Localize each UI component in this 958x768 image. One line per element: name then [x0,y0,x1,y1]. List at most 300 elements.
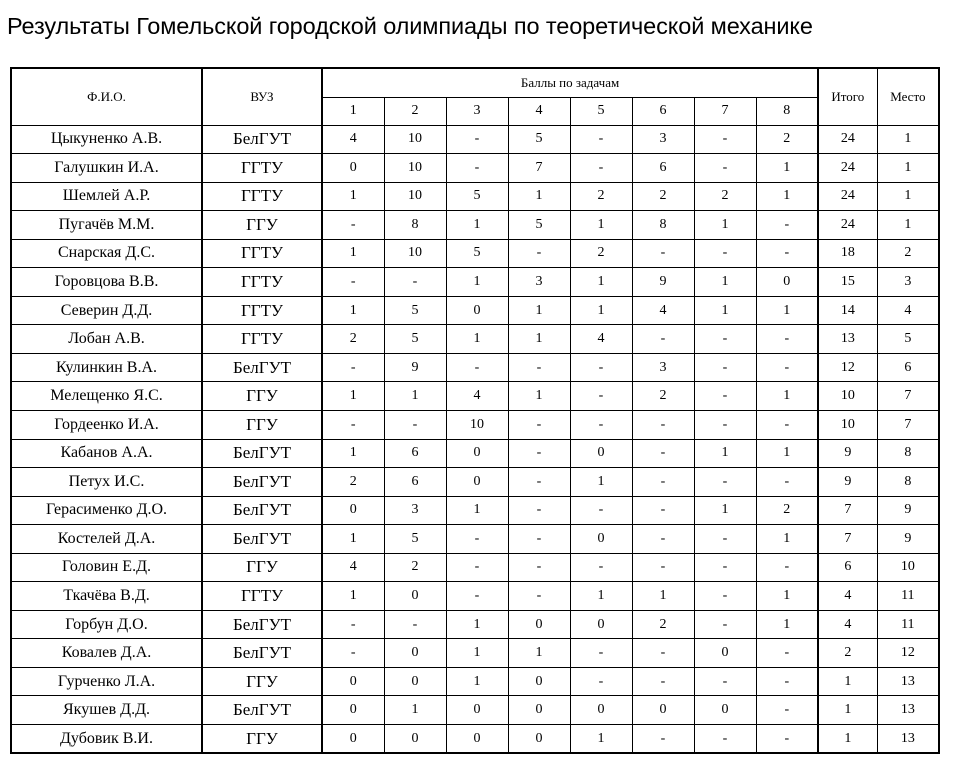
task-score-5: 2 [570,239,632,268]
results-table [10,67,940,754]
task-score-5: 1 [570,296,632,325]
participant-university: ГГТУ [202,296,322,325]
total-score: 18 [818,239,877,268]
task-score-7: - [694,239,756,268]
table-row [11,468,939,497]
task-score-8: 0 [756,268,818,297]
participant-university: ГГУ [202,211,322,240]
table-row [11,296,939,325]
task-score-1: - [322,410,384,439]
total-score: 13 [818,325,877,354]
task-score-7: - [694,125,756,154]
participant-name: Цыкуненко А.В. [11,125,202,154]
task-score-6: 2 [632,382,694,411]
participant-university: БелГУТ [202,610,322,639]
task-score-5: - [570,496,632,525]
task-score-8: - [756,468,818,497]
participant-name: Кулинкин В.А. [11,353,202,382]
total-score: 1 [818,696,877,725]
participant-name: Герасименко Д.О. [11,496,202,525]
task-score-3: 0 [446,696,508,725]
task-score-8: 1 [756,439,818,468]
participant-university: ГГТУ [202,182,322,211]
place: 10 [877,553,939,582]
task-score-4: 1 [508,639,570,668]
task-score-2: 9 [384,353,446,382]
participant-name: Кабанов А.А. [11,439,202,468]
task-score-5: - [570,382,632,411]
table-header [11,68,939,125]
task-score-2: 10 [384,239,446,268]
participant-university: ГГТУ [202,325,322,354]
task-score-3: 0 [446,724,508,753]
participant-university: ГГТУ [202,582,322,611]
page-title: Результаты Гомельской городской олимпиады по теоретической механике [7,13,813,39]
task-score-6: 9 [632,268,694,297]
total-score: 24 [818,182,877,211]
total-score: 24 [818,211,877,240]
task-score-7: - [694,325,756,354]
task-score-4: - [508,410,570,439]
place: 13 [877,724,939,753]
task-score-6: - [632,667,694,696]
task-score-1: 0 [322,496,384,525]
task-score-5: 2 [570,182,632,211]
place: 1 [877,211,939,240]
table-row [11,268,939,297]
total-score: 1 [818,724,877,753]
total-score: 14 [818,296,877,325]
task-score-6: 3 [632,353,694,382]
task-score-5: 1 [570,211,632,240]
task-score-5: 1 [570,582,632,611]
table-body [11,125,939,753]
participant-name: Лобан А.В. [11,325,202,354]
task-score-8: 1 [756,610,818,639]
task-score-7: 1 [694,439,756,468]
task-score-8: - [756,553,818,582]
task-score-7: - [694,667,756,696]
table-row [11,325,939,354]
task-score-1: - [322,610,384,639]
task-score-6: - [632,525,694,554]
task-score-2: 0 [384,582,446,611]
task-score-8: - [756,724,818,753]
table-row [11,610,939,639]
header-task-6: 6 [632,97,694,125]
place: 7 [877,410,939,439]
participant-university: БелГУТ [202,353,322,382]
header-task-5: 5 [570,97,632,125]
task-score-2: - [384,610,446,639]
table-row [11,667,939,696]
task-score-5: 1 [570,468,632,497]
task-score-5: 4 [570,325,632,354]
place: 13 [877,696,939,725]
task-score-2: 10 [384,182,446,211]
task-score-7: - [694,582,756,611]
task-score-6: 2 [632,610,694,639]
task-score-5: - [570,154,632,183]
task-score-2: 0 [384,639,446,668]
place: 5 [877,325,939,354]
total-score: 24 [818,154,877,183]
task-score-4: - [508,239,570,268]
task-score-2: 10 [384,125,446,154]
task-score-4: - [508,553,570,582]
participant-university: БелГУТ [202,525,322,554]
task-score-8: - [756,410,818,439]
place: 9 [877,496,939,525]
task-score-8: - [756,667,818,696]
task-score-8: 1 [756,582,818,611]
task-score-2: 5 [384,325,446,354]
place: 6 [877,353,939,382]
header-task-7: 7 [694,97,756,125]
task-score-4: 1 [508,325,570,354]
task-score-1: 4 [322,553,384,582]
total-score: 10 [818,410,877,439]
place: 7 [877,382,939,411]
participant-university: ГГУ [202,553,322,582]
task-score-3: 0 [446,296,508,325]
task-score-7: - [694,154,756,183]
place: 12 [877,639,939,668]
task-score-8: 1 [756,525,818,554]
table-row [11,724,939,753]
place: 4 [877,296,939,325]
place: 1 [877,154,939,183]
task-score-1: 1 [322,296,384,325]
total-score: 9 [818,439,877,468]
task-score-1: 0 [322,724,384,753]
task-score-5: 0 [570,439,632,468]
participant-name: Якушев Д.Д. [11,696,202,725]
participant-name: Галушкин И.А. [11,154,202,183]
task-score-8: 2 [756,125,818,154]
task-score-2: 6 [384,468,446,497]
task-score-4: 0 [508,610,570,639]
task-score-7: - [694,410,756,439]
task-score-3: 1 [446,639,508,668]
task-score-5: 0 [570,696,632,725]
place: 3 [877,268,939,297]
total-score: 12 [818,353,877,382]
task-score-4: 0 [508,667,570,696]
task-score-1: - [322,211,384,240]
participant-name: Ковалев Д.А. [11,639,202,668]
task-score-2: 1 [384,382,446,411]
table-row [11,696,939,725]
task-score-2: 0 [384,724,446,753]
task-score-3: - [446,353,508,382]
task-score-6: 3 [632,125,694,154]
task-score-3: 5 [446,182,508,211]
task-score-8: 2 [756,496,818,525]
task-score-1: 1 [322,239,384,268]
task-score-5: - [570,553,632,582]
task-score-4: - [508,582,570,611]
table-row [11,239,939,268]
task-score-3: 1 [446,496,508,525]
table-row [11,496,939,525]
table-row [11,125,939,154]
participant-name: Снарская Д.С. [11,239,202,268]
task-score-3: 0 [446,439,508,468]
participant-university: ГГУ [202,667,322,696]
task-score-1: 0 [322,667,384,696]
task-score-6: 0 [632,696,694,725]
header-task-1: 1 [322,97,384,125]
task-score-4: 1 [508,296,570,325]
total-score: 7 [818,496,877,525]
task-score-6: 1 [632,582,694,611]
participant-name: Костелей Д.А. [11,525,202,554]
place: 8 [877,468,939,497]
task-score-1: 1 [322,439,384,468]
place: 8 [877,439,939,468]
task-score-4: 1 [508,382,570,411]
task-score-3: 1 [446,211,508,240]
task-score-7: - [694,724,756,753]
header-task-2: 2 [384,97,446,125]
task-score-2: 5 [384,296,446,325]
task-score-4: 5 [508,211,570,240]
header-university: ВУЗ [202,68,322,125]
task-score-1: 0 [322,696,384,725]
participant-name: Головин Е.Д. [11,553,202,582]
task-score-6: - [632,639,694,668]
total-score: 4 [818,610,877,639]
task-score-1: 2 [322,468,384,497]
table-row [11,439,939,468]
table-row [11,353,939,382]
task-score-4: 0 [508,696,570,725]
participant-name: Мелещенко Я.С. [11,382,202,411]
table-row [11,639,939,668]
task-score-3: 1 [446,325,508,354]
task-score-6: 4 [632,296,694,325]
task-score-8: - [756,353,818,382]
task-score-2: 1 [384,696,446,725]
participant-university: БелГУТ [202,639,322,668]
task-score-3: - [446,125,508,154]
place: 11 [877,582,939,611]
participant-name: Северин Д.Д. [11,296,202,325]
task-score-1: 1 [322,382,384,411]
task-score-2: - [384,268,446,297]
task-score-6: - [632,724,694,753]
task-score-3: 0 [446,468,508,497]
task-score-5: - [570,410,632,439]
task-score-3: 1 [446,610,508,639]
task-score-2: 3 [384,496,446,525]
participant-university: ГГТУ [202,268,322,297]
task-score-7: 1 [694,296,756,325]
total-score: 15 [818,268,877,297]
total-score: 7 [818,525,877,554]
task-score-2: 10 [384,154,446,183]
task-score-3: 10 [446,410,508,439]
task-score-4: - [508,525,570,554]
place: 9 [877,525,939,554]
task-score-8: - [756,639,818,668]
task-score-2: - [384,410,446,439]
task-score-3: - [446,525,508,554]
total-score: 2 [818,639,877,668]
participant-name: Пугачёв М.М. [11,211,202,240]
header-scores-group: Баллы по задачам [322,68,818,97]
header-place: Место [877,68,939,125]
task-score-2: 5 [384,525,446,554]
participant-name: Шемлей А.Р. [11,182,202,211]
task-score-3: 1 [446,667,508,696]
participant-university: БелГУТ [202,468,322,497]
task-score-4: 1 [508,182,570,211]
task-score-6: - [632,553,694,582]
place: 1 [877,125,939,154]
task-score-7: 1 [694,268,756,297]
task-score-8: 1 [756,382,818,411]
task-score-5: - [570,353,632,382]
table-row [11,382,939,411]
task-score-7: - [694,468,756,497]
task-score-3: 1 [446,268,508,297]
task-score-3: - [446,154,508,183]
task-score-7: 1 [694,211,756,240]
task-score-7: 2 [694,182,756,211]
task-score-7: 0 [694,639,756,668]
participant-name: Горовцова В.В. [11,268,202,297]
task-score-8: 1 [756,296,818,325]
task-score-4: 3 [508,268,570,297]
task-score-7: - [694,353,756,382]
task-score-6: 2 [632,182,694,211]
task-score-5: - [570,667,632,696]
task-score-8: - [756,325,818,354]
participant-name: Гордеенко И.А. [11,410,202,439]
place: 1 [877,182,939,211]
task-score-6: - [632,496,694,525]
task-score-2: 0 [384,667,446,696]
participant-name: Дубовик В.И. [11,724,202,753]
task-score-2: 6 [384,439,446,468]
participant-name: Горбун Д.О. [11,610,202,639]
task-score-4: - [508,353,570,382]
place: 11 [877,610,939,639]
task-score-6: - [632,439,694,468]
participant-university: ГГУ [202,410,322,439]
task-score-3: 5 [446,239,508,268]
task-score-1: 1 [322,525,384,554]
header-task-8: 8 [756,97,818,125]
task-score-1: 2 [322,325,384,354]
participant-university: БелГУТ [202,439,322,468]
place: 13 [877,667,939,696]
task-score-8: 1 [756,182,818,211]
total-score: 9 [818,468,877,497]
task-score-4: 5 [508,125,570,154]
task-score-5: - [570,639,632,668]
task-score-6: 6 [632,154,694,183]
total-score: 10 [818,382,877,411]
task-score-6: 8 [632,211,694,240]
participant-university: ГГУ [202,382,322,411]
table-row [11,582,939,611]
task-score-7: 1 [694,496,756,525]
task-score-4: - [508,496,570,525]
task-score-5: - [570,125,632,154]
table-row [11,553,939,582]
header-name: Ф.И.О. [11,68,202,125]
table-row [11,211,939,240]
task-score-1: 0 [322,154,384,183]
total-score: 1 [818,667,877,696]
participant-name: Ткачёва В.Д. [11,582,202,611]
header-task-3: 3 [446,97,508,125]
table-row [11,182,939,211]
place: 2 [877,239,939,268]
task-score-3: 4 [446,382,508,411]
task-score-6: - [632,410,694,439]
task-score-3: - [446,582,508,611]
table-row [11,410,939,439]
task-score-6: - [632,239,694,268]
task-score-8: - [756,211,818,240]
participant-name: Петух И.С. [11,468,202,497]
task-score-7: - [694,610,756,639]
participant-name: Гурченко Л.А. [11,667,202,696]
task-score-1: - [322,353,384,382]
task-score-2: 8 [384,211,446,240]
task-score-7: - [694,382,756,411]
task-score-7: - [694,525,756,554]
participant-university: БелГУТ [202,496,322,525]
participant-university: ГГТУ [202,239,322,268]
table-row [11,154,939,183]
participant-university: ГГТУ [202,154,322,183]
task-score-7: 0 [694,696,756,725]
task-score-5: 1 [570,268,632,297]
task-score-8: - [756,239,818,268]
task-score-6: - [632,468,694,497]
task-score-5: 0 [570,610,632,639]
total-score: 6 [818,553,877,582]
task-score-1: - [322,268,384,297]
task-score-8: 1 [756,154,818,183]
task-score-1: 1 [322,182,384,211]
task-score-5: 0 [570,525,632,554]
task-score-2: 2 [384,553,446,582]
task-score-3: - [446,553,508,582]
header-task-4: 4 [508,97,570,125]
participant-university: БелГУТ [202,696,322,725]
task-score-5: 1 [570,724,632,753]
task-score-4: - [508,468,570,497]
total-score: 4 [818,582,877,611]
header-total: Итого [818,68,877,125]
total-score: 24 [818,125,877,154]
task-score-4: 0 [508,724,570,753]
participant-university: БелГУТ [202,125,322,154]
task-score-4: - [508,439,570,468]
task-score-7: - [694,553,756,582]
task-score-1: 4 [322,125,384,154]
task-score-8: - [756,696,818,725]
task-score-1: 1 [322,582,384,611]
task-score-4: 7 [508,154,570,183]
task-score-6: - [632,325,694,354]
